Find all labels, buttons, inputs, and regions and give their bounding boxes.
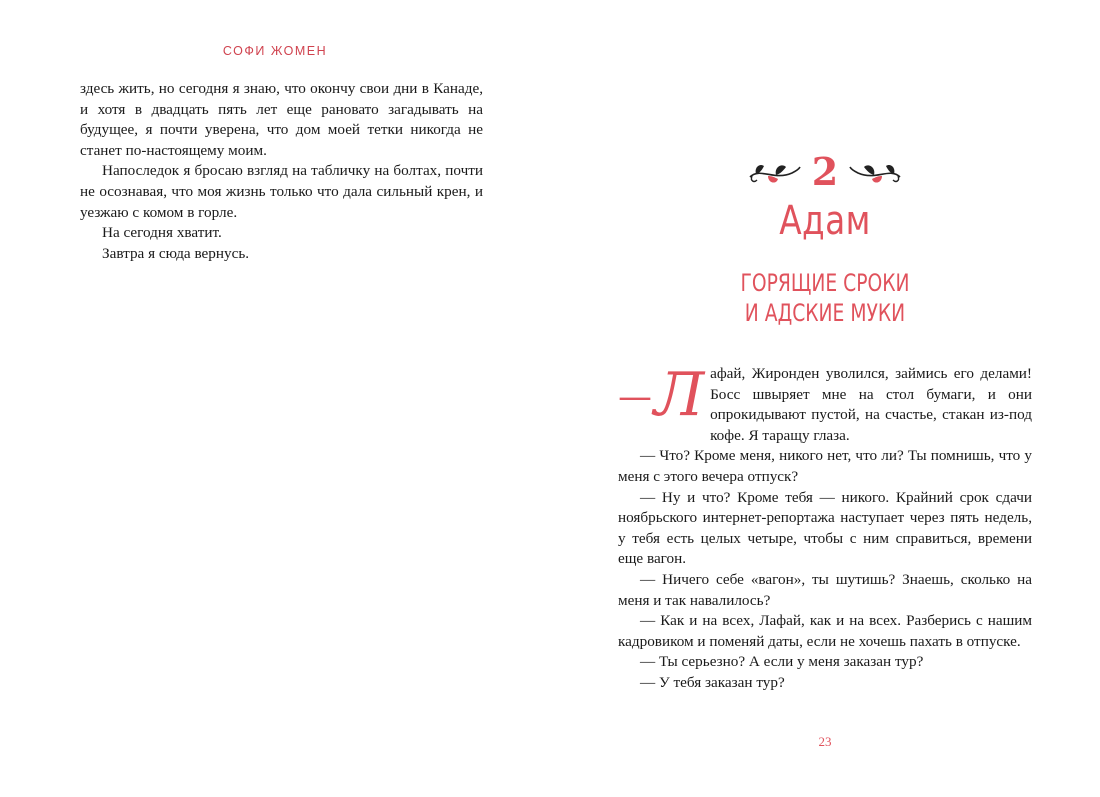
paragraph: На сегодня хватит. (102, 224, 222, 242)
right-page (550, 0, 1100, 797)
chapter-title: Адам (779, 198, 871, 244)
chapter-number-row (550, 150, 1100, 194)
chapter-heading (550, 150, 1100, 246)
drop-cap (618, 360, 705, 430)
leaf-ornament-right-icon (848, 157, 902, 187)
chapter-subtitle-line: ГОРЯЩИЕ СРОКИ (740, 269, 910, 297)
paragraph: — Ну и что? Кроме тебя — никого. Крайний срок сдачи ноябрьского интернет-репортажа наступает через пять недель, у тебя есть целых четыре, чтобы с ним справиться, времени еще вагон. (618, 488, 1032, 568)
drop-cap-dash: — (618, 377, 652, 417)
drop-cap-letter: Л (654, 360, 705, 430)
chapter-number: 2 (811, 149, 839, 194)
left-body-text (80, 79, 483, 264)
paragraph: — Ты серьезно? А если у меня заказан тур? (640, 653, 924, 671)
paragraph: Завтра я сюда вернусь. (102, 244, 250, 262)
page-number: 23 (818, 734, 832, 749)
paragraph: здесь жить, но сегодня я знаю, что окончу свои дни в Канаде, и хотя в двадцать пять лет еще рановато загадывать на будущее, я почти уверена, что дом моей тетки никогда не станет по-настоящему моим. (80, 80, 483, 159)
leaf-ornament-left-icon (748, 157, 802, 187)
chapter-subtitle (728, 268, 923, 328)
right-body-text (618, 360, 1032, 694)
paragraph: — Ничего себе «вагон», ты шутишь? Знаешь, сколько на меня и так навалилось? (618, 570, 1032, 609)
paragraph: Напоследок я бросаю взгляд на табличку на болтах, почти не осознавая, что моя жизнь только что дала сильный крен, и уезжаю с комом в горле. (80, 162, 483, 221)
opening-paragraph-text: афай, Жиронден уволился, займись его делами! Босс швыряет мне на стол бумаги, и они опрокидывают пустой, на счастье, стакан из-под кофе. Я таращу глаза. (710, 365, 1032, 444)
paragraph: — Что? Кроме меня, никого нет, что ли? Ты помнишь, что у меня с этого вечера отпуск? (618, 447, 1032, 485)
paragraph: — Как и на всех, Лафай, как и на всех. Разберись с нашим кадровиком и поменяй даты, если не хочешь пахать в отпуске. (618, 612, 1032, 650)
paragraph: — У тебя заказан тур? (640, 673, 785, 691)
chapter-subtitle-line: И АДСКИЕ МУКИ (744, 299, 906, 327)
opening-paragraph (618, 360, 1032, 446)
running-header: СОФИ ЖОМЕН (222, 44, 328, 58)
